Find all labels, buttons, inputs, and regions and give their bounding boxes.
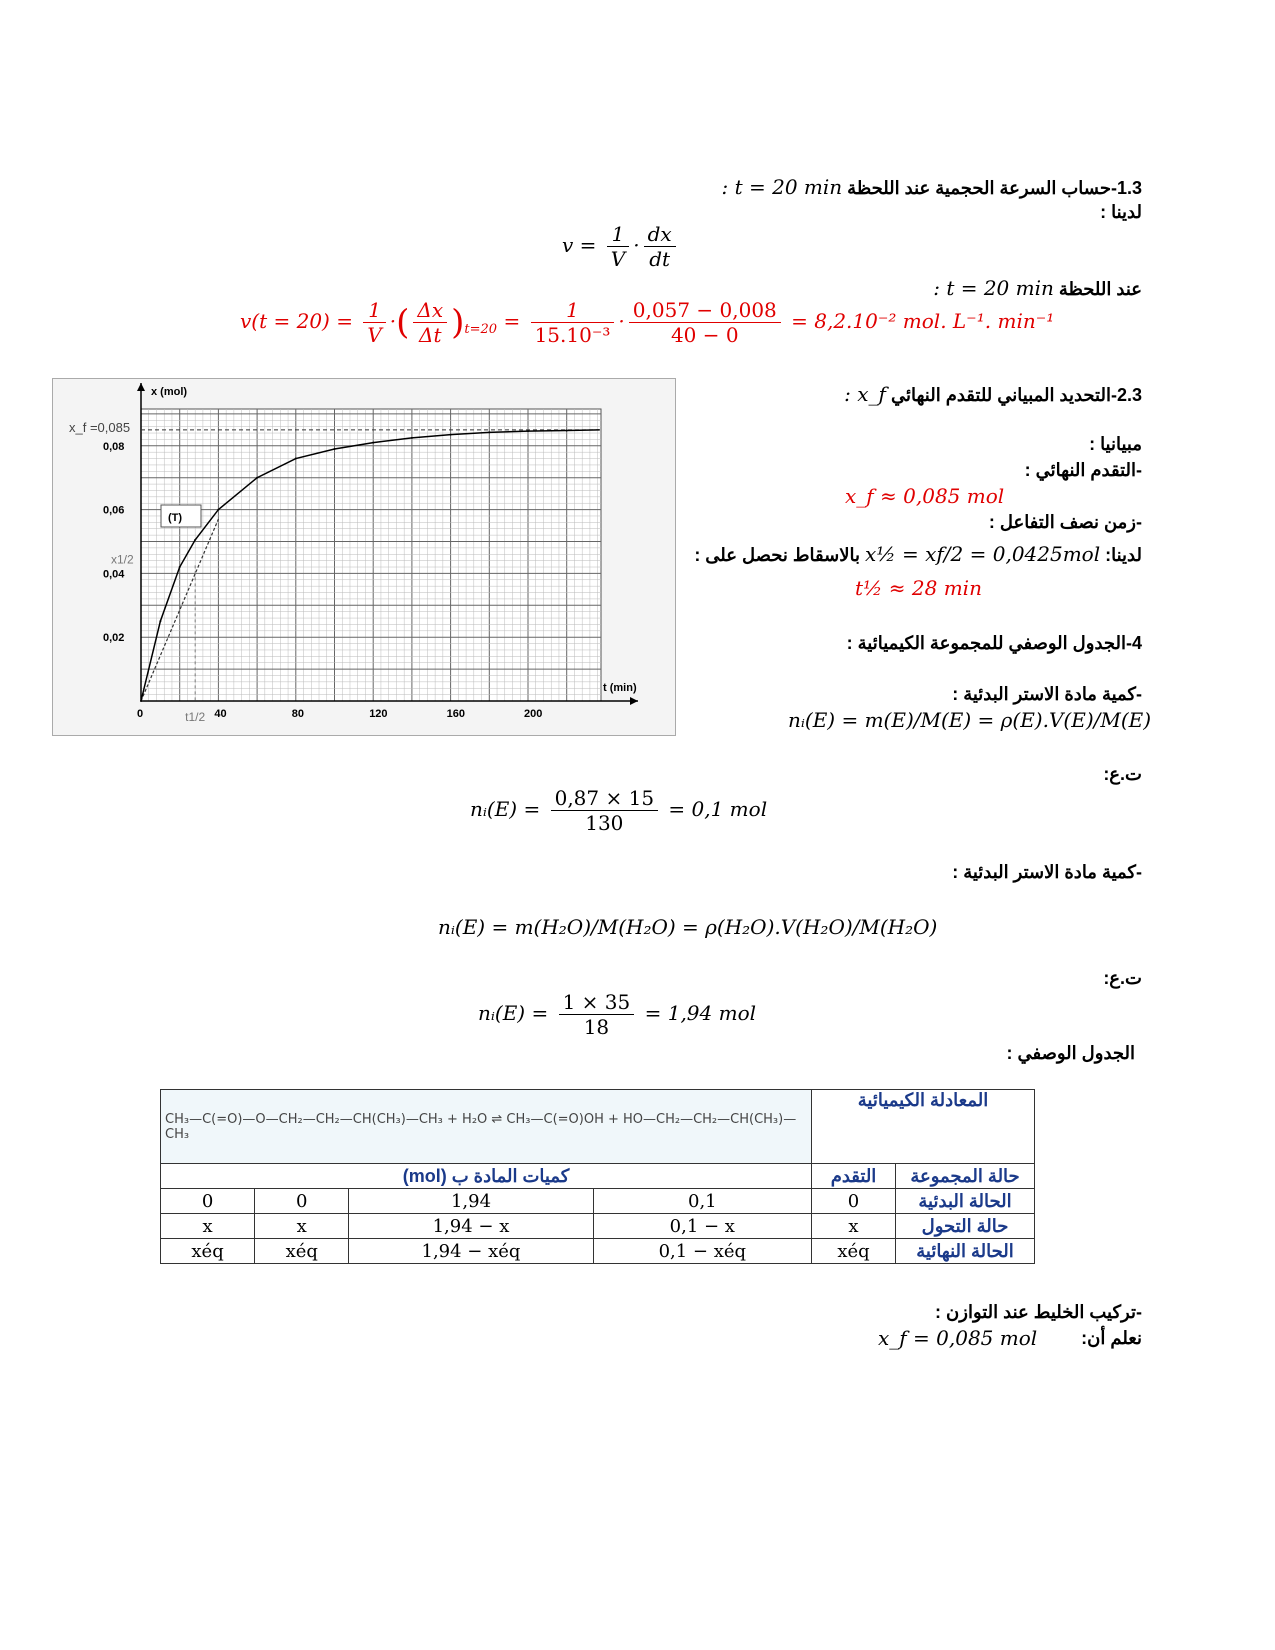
x-tick-label: 80 <box>291 708 305 720</box>
velocity-calculation: v(t = 20) = $\frac{1}{V}$ ·( $\frac{\Delta x}{\Delta t}$ )$_{t=20}$ = $\frac{1}{\text{15.10⁻³}}$ · $\frac{0,057 - 0,008}{40 - 0}$ = 8,2.10⁻² mol. L⁻¹. min⁻¹ <box>240 298 1055 347</box>
y-tick-label: 0,02 <box>103 632 125 645</box>
s23-mobyaniyan: مبيانيا : <box>1089 434 1142 454</box>
qty-header: كميات المادة ب (mol) <box>161 1164 812 1189</box>
tangent-label: (T) <box>168 512 183 524</box>
water-formula: nᵢ(E) = m(H₂O)/M(H₂O) = ρ(H₂O).V(H₂O)/M(H₂O) <box>438 915 938 939</box>
thalf-label: t1/2 <box>185 710 206 724</box>
data-point <box>450 434 452 436</box>
composition-we-know: نعلم أن: <box>1081 1328 1142 1348</box>
y-tick-label: 0,08 <box>103 440 125 453</box>
equation-label: المعادلة الكيميائية <box>812 1090 1035 1164</box>
ester-formula: nᵢ(E) = m(E)/M(E) = ρ(E).V(E)/M(E) <box>788 708 1152 732</box>
s13-at-label: عند اللحظة t = 20 min : <box>933 276 1142 300</box>
ta-label-1: ت.ع: <box>1103 764 1142 784</box>
water-qty-label: -كمية مادة الاستر البدئية : <box>952 862 1142 882</box>
s13-heading: 1.3-حساب السرعة الحجمية عند اللحظة t = 20 min : <box>721 175 1142 199</box>
data-point <box>159 620 161 622</box>
data-point <box>179 566 181 568</box>
xf-label: x_f =0,085 <box>69 419 131 435</box>
adv-header: التقدم <box>812 1164 896 1189</box>
data-point <box>194 539 196 541</box>
data-point <box>527 430 529 432</box>
state-header: حالة المجموعة <box>896 1164 1035 1189</box>
ester-qty-label: -كمية مادة الاستر البدئية : <box>952 684 1142 704</box>
s23-half-line: لدينا: x½ = xf/2 = 0,0425mol بالاسقاط نحصل على : <box>694 542 1142 566</box>
chart-grid-area <box>141 409 601 701</box>
data-point <box>217 509 219 511</box>
descriptive-table <box>160 1089 1035 1264</box>
y-tick-label: 0,06 <box>103 504 125 517</box>
table-row: xéq xéq 1,94 − xéq 0,1 − xéq xéq الحالة النهائية <box>161 1239 1035 1264</box>
velocity-formula: v = $\frac{1}{V}$ · $\frac{dx}{dt}$ <box>562 222 680 271</box>
advancement-chart <box>52 378 676 736</box>
data-point <box>566 429 568 431</box>
s23-final-adv: -التقدم النهائي : <box>1024 460 1142 480</box>
data-point <box>372 442 374 444</box>
s4-heading: 4-الجدول الوصفي للمجموعة الكيميائية : <box>846 633 1142 653</box>
x-tick-label: 160 <box>446 708 465 720</box>
x-tick-label: 120 <box>369 708 388 720</box>
data-point <box>488 431 490 433</box>
x-tick-label: 0 <box>137 708 144 720</box>
table-row: 0 0 1,94 0,1 0 الحالة البدئية <box>161 1189 1035 1214</box>
data-point <box>334 448 336 450</box>
data-point <box>411 437 413 439</box>
x-tick-label: 200 <box>524 708 543 720</box>
data-point <box>295 458 297 460</box>
x-axis-arrow <box>630 697 638 705</box>
data-point <box>140 700 142 702</box>
equation-cell: CH₃—C(=O)—O—CH₂—CH₂—CH(CH₃)—CH₃ + H₂O ⇌ CH₃—C(=O)OH + HO—CH₂—CH₂—CH(CH₃)—CH₃ <box>161 1090 812 1164</box>
composition-xf: x_f = 0,085 mol <box>878 1326 1038 1350</box>
ta-label-2: ت.ع: <box>1103 968 1142 988</box>
x-axis-label: t (min) <box>603 682 637 694</box>
y-axis-arrow <box>137 383 145 391</box>
ester-calc: nᵢ(E) = $\frac{0,87 \times 15}{130}$ = 0,1 mol <box>470 786 768 835</box>
y-axis-label: x (mol) <box>151 386 188 398</box>
s13-ladayna: لدينا : <box>1100 202 1142 222</box>
composition-heading: -تركيب الخليط عند التوازن : <box>935 1302 1142 1322</box>
s23-half-time: -زمن نصف التفاعل : <box>988 512 1142 532</box>
xf-value: x_f ≈ 0,085 mol <box>845 484 1005 508</box>
table-title: الجدول الوصفي : <box>1006 1043 1135 1063</box>
x-tick-label: 40 <box>214 708 227 720</box>
water-calc: nᵢ(E) = $\frac{1 \times 35}{18}$ = 1,94 mol <box>478 990 757 1039</box>
table-row: x x 1,94 − x 0,1 − x x حالة التحول <box>161 1214 1035 1239</box>
thalf-value: t½ ≈ 28 min <box>855 576 982 600</box>
s23-heading: 2.3-التحديد المبياني للتقدم النهائي x_f : <box>844 382 1142 406</box>
chart-svg <box>53 379 675 735</box>
data-point <box>256 477 258 479</box>
xhalf-label: x1/2 <box>111 552 134 567</box>
y-tick-label: 0,04 <box>103 568 125 581</box>
